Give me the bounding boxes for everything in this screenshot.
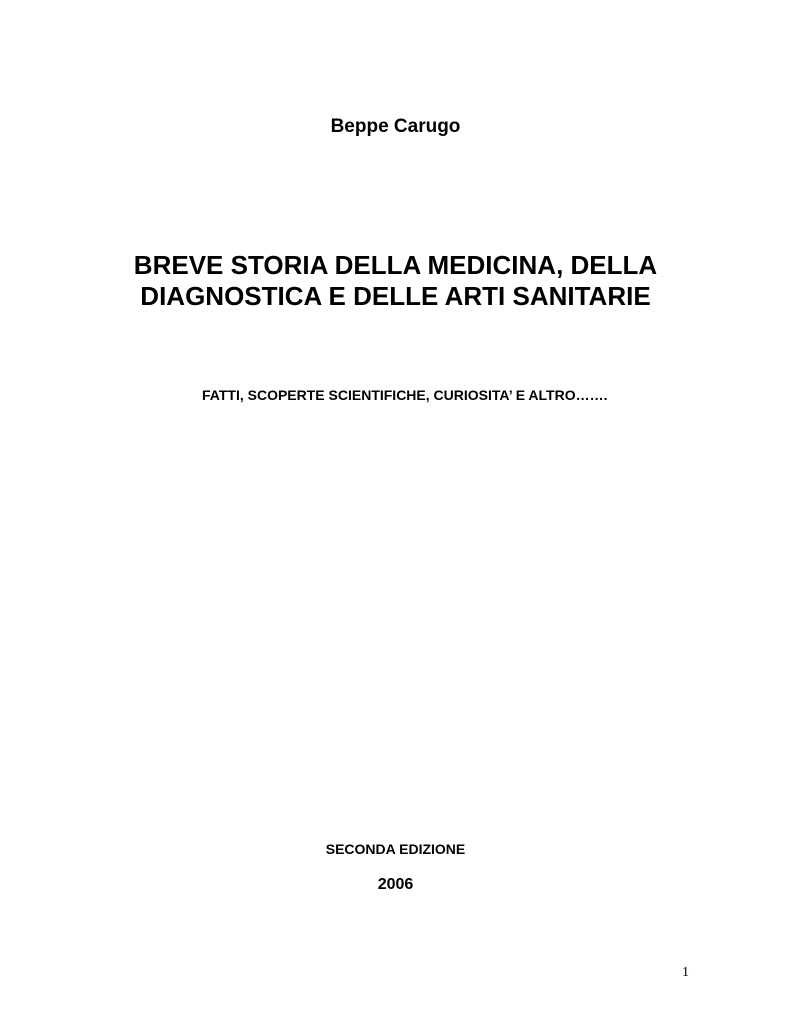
publication-year: 2006: [377, 876, 414, 893]
title-line-1: BREVE STORIA DELLA MEDICINA, DELLA: [133, 250, 658, 280]
title-line-2: DIAGNOSTICA E DELLE ARTI SANITARIE: [140, 281, 651, 311]
edition-label: SECONDA EDIZIONE: [325, 841, 466, 857]
page-number: 1: [682, 965, 689, 980]
author-name: Beppe Carugo: [330, 116, 461, 137]
document-title: [0, 250, 791, 312]
document-subtitle: FATTI, SCOPERTE SCIENTIFICHE, CURIOSITA’ E ALTRO…….: [202, 387, 608, 403]
